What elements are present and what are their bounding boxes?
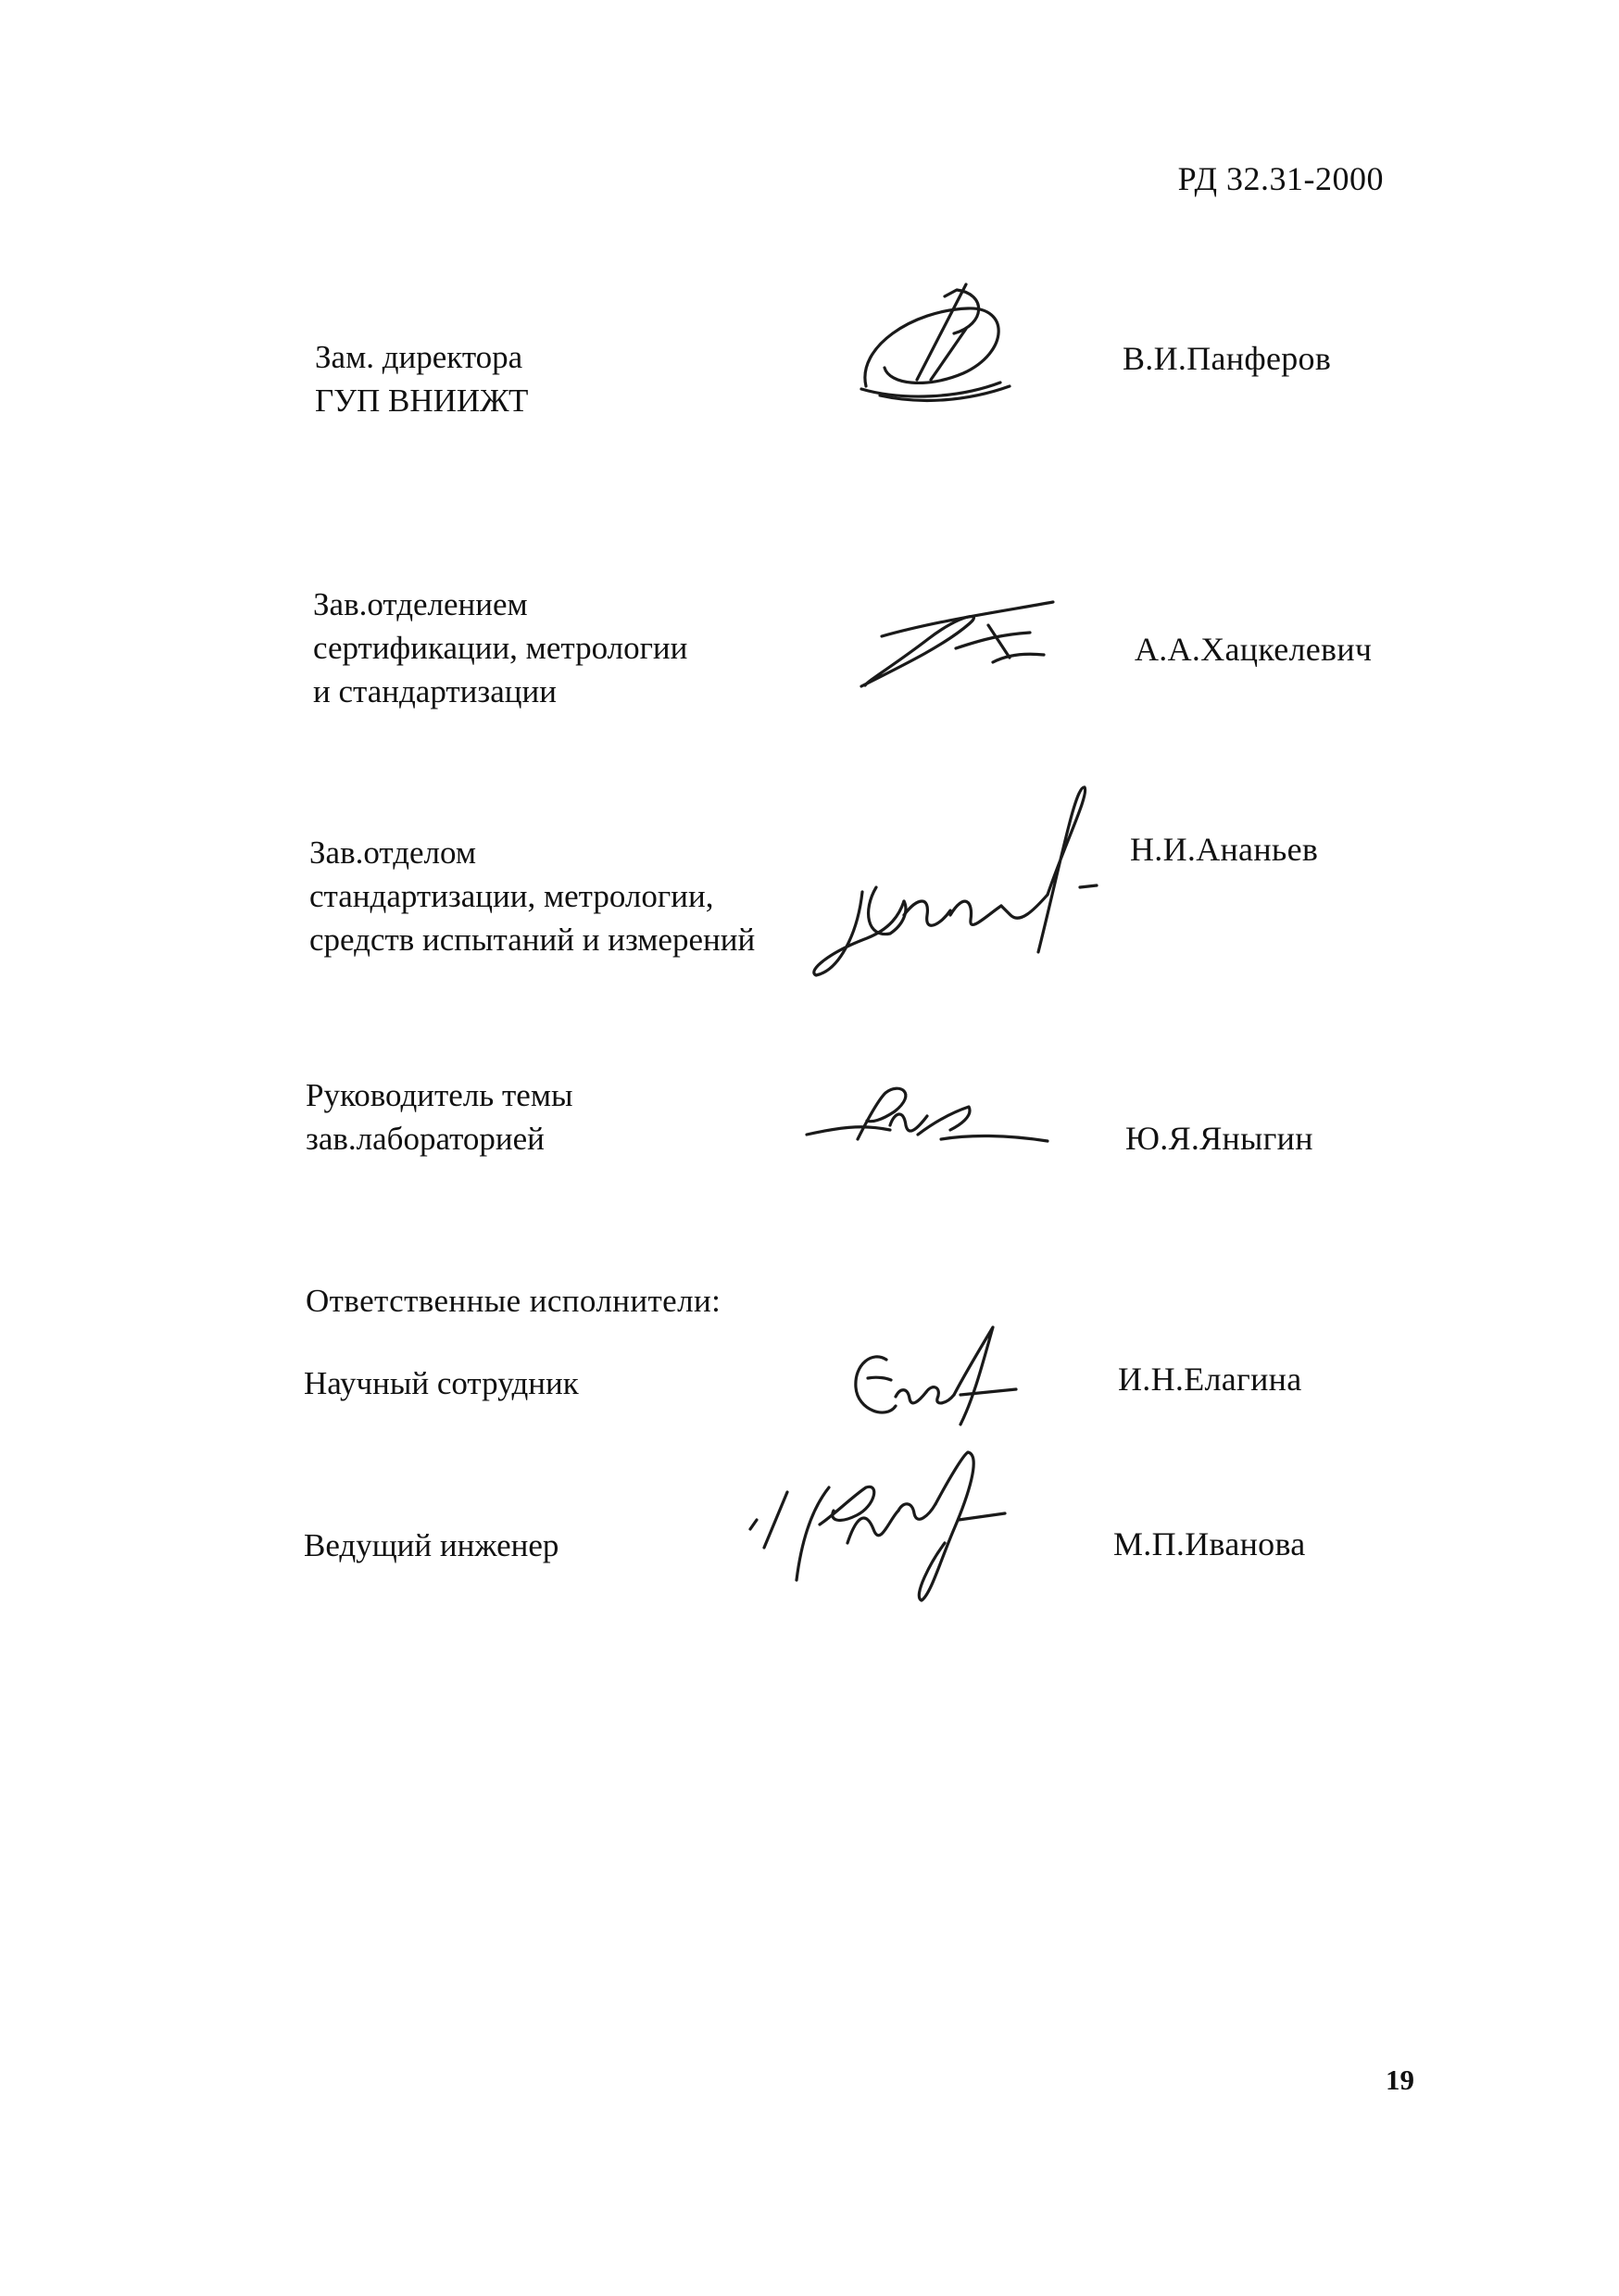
executor-name: М.П.Иванова: [1113, 1525, 1306, 1562]
executor-position: Научный сотрудник: [304, 1365, 579, 1401]
executors-heading: Ответственные исполнители:: [306, 1283, 722, 1319]
executor-position: Ведущий инженер: [304, 1527, 559, 1563]
signatory-name: В.И.Панферов: [1123, 340, 1332, 377]
page-number: 19: [1386, 2064, 1414, 2096]
signature-khatskelevich: [854, 597, 1067, 695]
signatory-name: Ю.Я.Яныгин: [1125, 1120, 1313, 1157]
signatory-name: А.А.Хацкелевич: [1135, 631, 1373, 668]
signature-yanygin: [802, 1084, 1052, 1167]
signatory-name: Н.И.Ананьев: [1130, 831, 1319, 868]
signatory-position: Зав.отделением сертификации, метрологии и стандартизации: [313, 586, 688, 709]
executor-name: И.Н.Елагина: [1118, 1361, 1302, 1398]
signatory-position: Руководитель темы зав.лабораторией: [306, 1077, 573, 1157]
document-code: РД 32.31-2000: [1177, 160, 1384, 197]
signature-ivanova: [746, 1441, 1023, 1603]
signature-panferov: [847, 282, 1023, 417]
signatory-position: Зам. директора ГУП ВНИИЖТ: [315, 339, 529, 419]
signature-elagina: [845, 1323, 1030, 1434]
signature-ananiev: [811, 785, 1108, 985]
signatory-position: Зав.отделом стандартизации, метрологии, средств испытаний и измерений: [309, 834, 756, 958]
